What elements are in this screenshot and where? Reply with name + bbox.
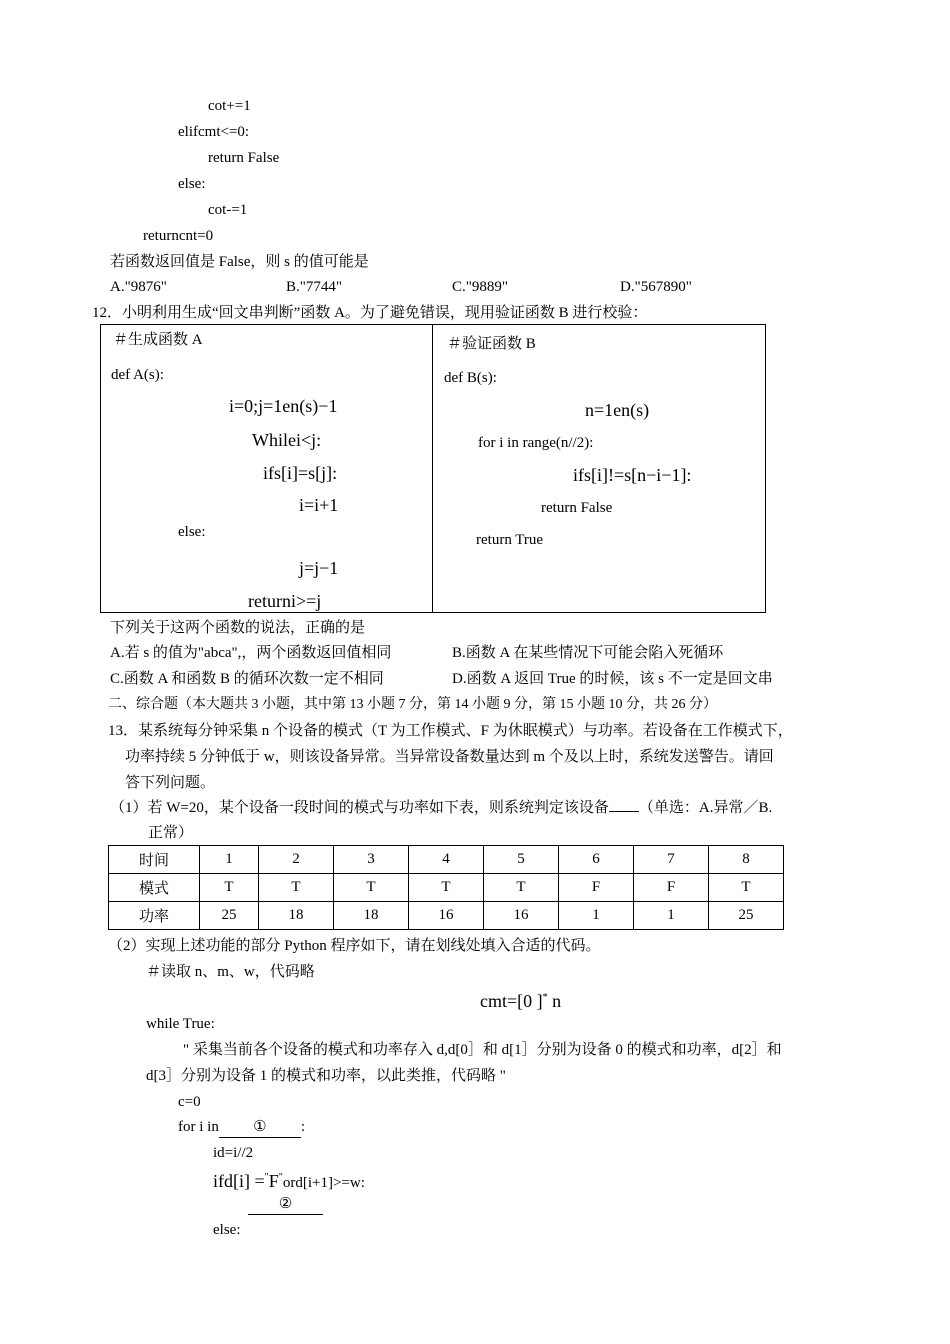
table-cell: T (484, 874, 559, 902)
code-line-if (213, 1168, 365, 1193)
table-header-cell: 8 (709, 846, 784, 874)
quote-mark: " (278, 1172, 283, 1183)
code-line: c=0 (178, 1094, 201, 1110)
table-cell: T (259, 874, 334, 902)
table-cell: 18 (259, 902, 334, 930)
q11-code-line: cot+=1 (208, 98, 251, 114)
q11-option-d: D."567890" (620, 279, 692, 295)
table-header-cell: 时间 (109, 846, 200, 874)
table-cell: 1 (634, 902, 709, 930)
q13-part1 (110, 798, 772, 818)
q11-option-a: A."9876" (110, 279, 167, 295)
func-b-line: n=1en(s) (585, 400, 650, 420)
q13-part1-choices: （单选：A.异常／B. (638, 800, 773, 816)
func-a-line: returni>=j (248, 591, 322, 611)
table-cell: 16 (409, 902, 484, 930)
table-cell: F (559, 874, 634, 902)
q13-part1-choices-end: 正常） (148, 825, 194, 841)
func-a-line: i=0;j=1en(s)−1 (229, 396, 338, 416)
code-line-blank2 (248, 1194, 323, 1215)
q13-stem-line: 13．某系统每分钟采集 n 个设备的模式（T 为工作模式、F 为休眠模式）与功率。若设备在工作模式下， (108, 723, 793, 739)
q12-code-table (100, 324, 766, 613)
table-cell: 18 (334, 902, 409, 930)
table-cell: 1 (559, 902, 634, 930)
section-heading: 二、综合题（本大题共 3 小题，其中第 13 小题 7 分，第 14 小题 9 分，第 15 小题 10 分，共 26 分） (108, 697, 717, 712)
q12-option-b: B.函数 A 在某些情况下可能会陷入死循环 (452, 645, 724, 661)
q11-code-line: cot-=1 (208, 202, 248, 218)
table-row (109, 874, 784, 902)
func-b-line: for i in range(n//2): (478, 435, 594, 451)
table-cell: 25 (709, 902, 784, 930)
code-line-text: F (268, 1171, 279, 1191)
table-header-cell: 7 (634, 846, 709, 874)
table-header-cell: 6 (559, 846, 634, 874)
table-header-cell: 5 (484, 846, 559, 874)
table-cell: T (334, 874, 409, 902)
code-line: d[3］分别为设备 1 的模式和功率，以此类推，代码略 " (146, 1068, 506, 1084)
code-line-text: for i in (178, 1119, 219, 1135)
code-line-text: cmt=[0 ] (480, 991, 543, 1011)
q12-question: 下列关于这两个函数的说法，正确的是 (110, 620, 366, 636)
q11-code-line: elifcmt<=0: (178, 124, 250, 140)
multiply-sign: * (542, 992, 548, 1003)
table-row-label: 功率 (109, 902, 200, 930)
table-cell: T (200, 874, 259, 902)
table-cell: T (709, 874, 784, 902)
q13-part2: （2）实现上述功能的部分 Python 程序如下，请在划线处填入合适的代码。 (108, 938, 601, 954)
code-line: id=i//2 (213, 1145, 254, 1161)
func-a-line: i=i+1 (299, 495, 339, 515)
q11-stem: 若函数返回值是 False，则 s 的值可能是 (110, 254, 369, 270)
q11-option-c: C."9889" (452, 279, 509, 295)
q11-code-line: else: (178, 176, 206, 192)
table-header-cell: 2 (259, 846, 334, 874)
q12-option-c: C.函数 A 和函数 B 的循环次数一定不相同 (110, 671, 384, 687)
func-b-line: return False (541, 500, 613, 516)
q12-option-a: A.若 s 的值为"abca",，两个函数返回值相同 (110, 645, 392, 661)
mode-power-table (108, 845, 784, 930)
table-row (109, 846, 784, 874)
q12-stem: 12．小明利用生成“回文串判断”函数 A。为了避免错误，现用验证函数 B 进行校验： (92, 305, 648, 321)
q11-code-line: returncnt=0 (143, 228, 214, 244)
code-line-text: : (300, 1119, 305, 1135)
table-cell: F (634, 874, 709, 902)
table-cell: 16 (484, 902, 559, 930)
q13-part1-text: （1）若 W=20，某个设备一段时间的模式与功率如下表，则系统判定该设备 (110, 800, 609, 816)
table-cell: 25 (200, 902, 259, 930)
answer-blank-1[interactable]: ① (219, 1117, 301, 1138)
code-line-cmt (480, 988, 561, 1011)
code-line: " 采集当前各个设备的模式和功率存入 d,d[0］和 d[1］分别为设备 0 的模式和功率，d[2］和 (183, 1042, 782, 1058)
table-row-label: 模式 (109, 874, 200, 902)
func-a-line: j=j−1 (299, 558, 339, 578)
code-table-divider (432, 325, 433, 612)
table-header-cell: 3 (334, 846, 409, 874)
func-b-line: def B(s): (444, 370, 497, 386)
table-row (109, 902, 784, 930)
code-line-for (178, 1117, 305, 1138)
func-a-line: def A(s): (111, 367, 164, 383)
code-line-text: n (547, 991, 562, 1011)
func-b-line: ifs[i]!=s[n−i−1]: (573, 465, 692, 485)
func-a-line: else: (178, 524, 206, 540)
answer-blank[interactable] (609, 811, 639, 812)
q11-option-b: B."7744" (286, 279, 343, 295)
code-line: else: (213, 1222, 241, 1238)
q13-stem-line: 功率持续 5 分钟低于 w，则该设备异常。当异常设备数量达到 m 个及以上时，系统发送警告。请回 (125, 749, 774, 765)
code-line: while True: (146, 1016, 215, 1032)
table-cell: T (409, 874, 484, 902)
q11-code-line: return False (208, 150, 280, 166)
q13-stem-line: 答下列问题。 (125, 775, 216, 791)
answer-blank-2[interactable]: ② (248, 1194, 323, 1215)
func-a-line: ifs[i]=s[j]: (263, 463, 338, 483)
quote-mark: " (264, 1172, 269, 1183)
func-b-comment: ＃验证函数 B (447, 336, 536, 352)
code-comment: ＃读取 n、m、w，代码略 (146, 964, 315, 980)
func-a-line: Whilei<j: (252, 430, 322, 450)
func-b-line: return True (476, 532, 544, 548)
func-a-comment: ＃生成函数 A (113, 332, 203, 348)
code-line-text: ord[i+1]>=w: (282, 1175, 365, 1191)
table-header-cell: 4 (409, 846, 484, 874)
code-line-text: ifd[i] = (213, 1171, 265, 1191)
q12-option-d: D.函数 A 返回 True 的时候，该 s 不一定是回文串 (452, 671, 773, 687)
table-header-cell: 1 (200, 846, 259, 874)
